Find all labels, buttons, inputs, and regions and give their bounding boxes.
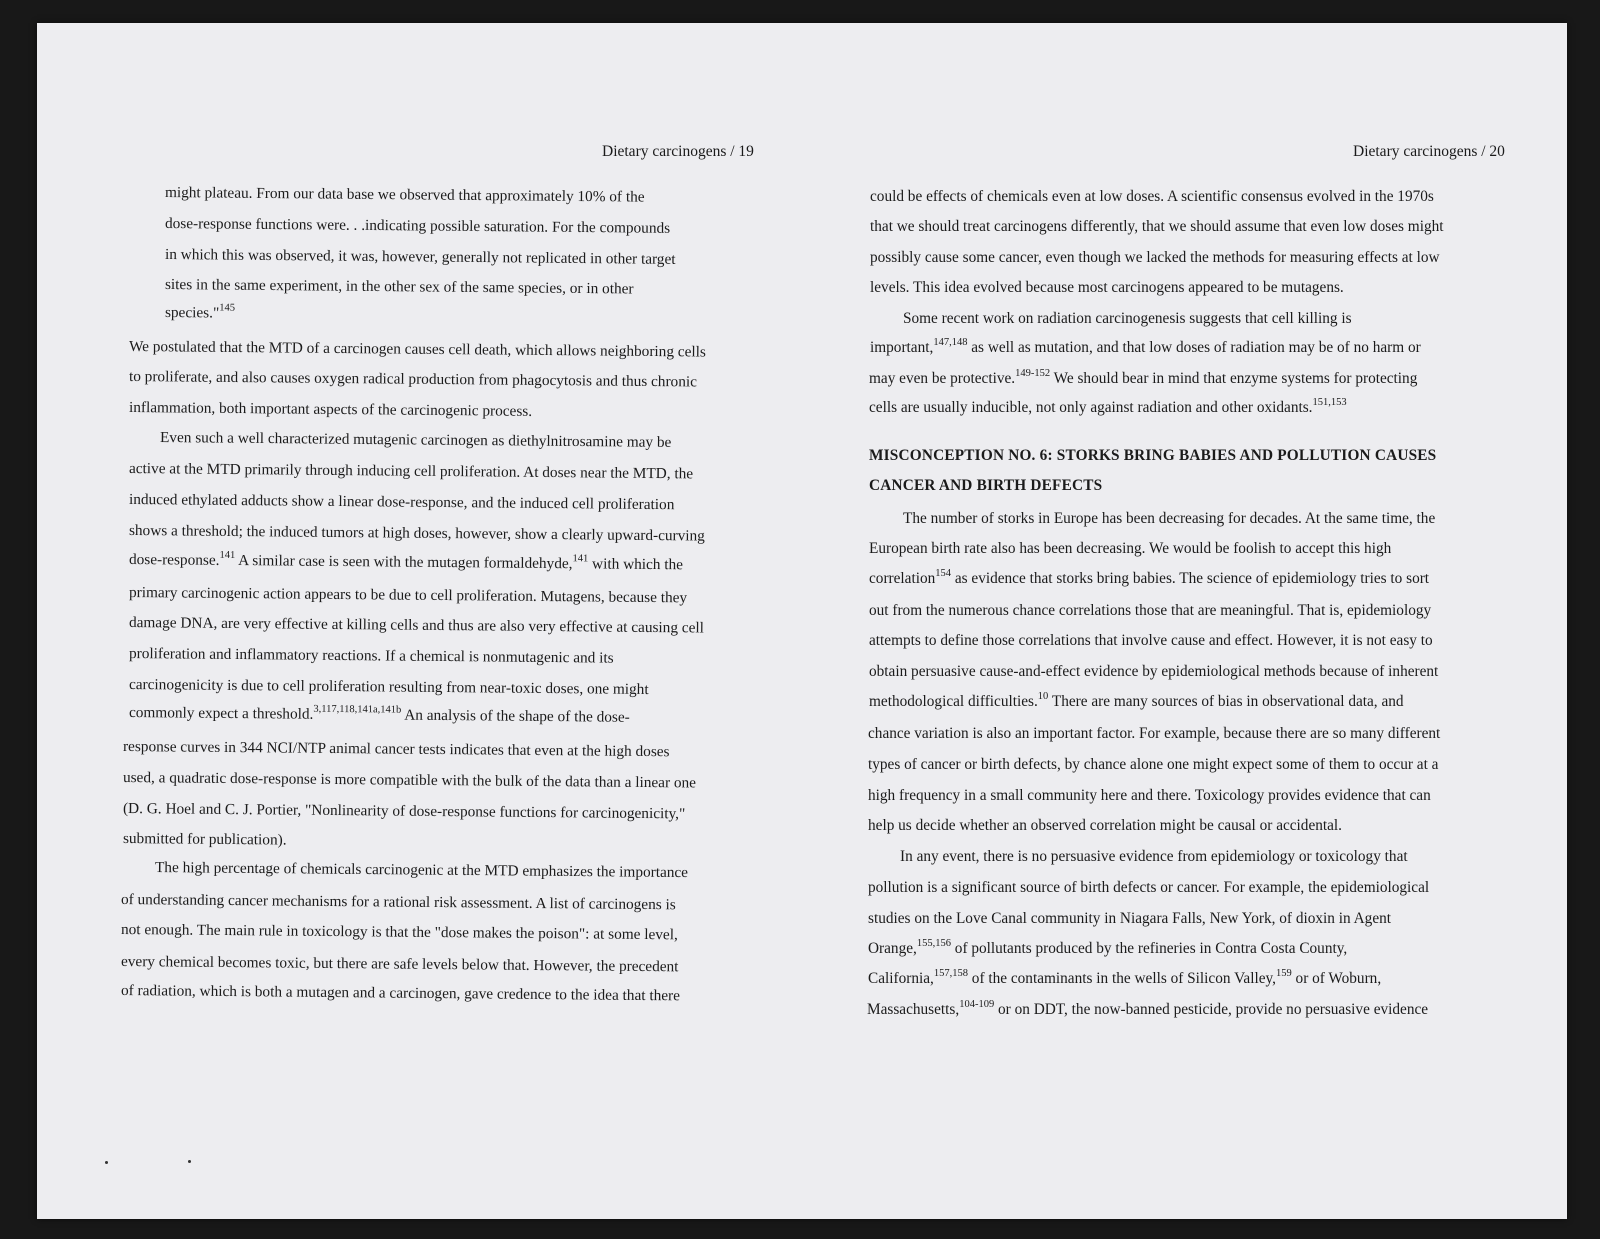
line-text: pollution is a significant source of birth defects or cancer. For example, the epidemiological (868, 879, 1430, 896)
line-text: not enough. The main rule in toxicology is that the "dose makes the poison": at some level, (120, 921, 678, 944)
line-text: or on DDT, the now-banned pesticide, provide no persuasive evidence (994, 1001, 1429, 1018)
text-line (123, 768, 696, 793)
left-page (37, 23, 817, 1219)
text-line (870, 187, 1434, 207)
reference-superscript: 145 (219, 302, 236, 314)
line-text: sites in the same experiment, in the other sex of the same species, or in other (164, 276, 634, 298)
line-text: types of cancer or birth defects, by chance alone one might expect some of them to occur at a (868, 756, 1439, 773)
text-line (869, 398, 1347, 418)
line-text: CANCER AND BIRTH DEFECTS (869, 477, 1103, 494)
text-line (129, 550, 683, 575)
text-line (869, 631, 1433, 651)
section-heading-line (869, 476, 1102, 496)
text-line (121, 981, 680, 1006)
text-line (868, 939, 1347, 959)
text-line (868, 724, 1440, 744)
line-text: important, (870, 339, 934, 356)
text-line (160, 428, 672, 453)
line-text: chance variation is also an important factor. For example, because there are so many different (868, 725, 1441, 742)
text-line (870, 248, 1440, 268)
line-text: active at the MTD primarily through inducing cell proliferation. At doses near the MTD, the (128, 460, 694, 483)
text-line (129, 398, 532, 422)
line-text: that we should treat carcinogens differently, that we should assume that even low doses might (870, 218, 1444, 235)
text-line (129, 490, 675, 515)
text-line (903, 509, 1435, 529)
scan-speck (188, 1160, 191, 1163)
text-line (165, 275, 634, 299)
line-text: in which this was observed, it was, however, generally not replicated in other target (164, 246, 676, 268)
text-line (870, 217, 1444, 237)
line-text: California, (868, 970, 934, 987)
line-text: to proliferate, and also causes oxygen radical production from phagocytosis and thus chronic (128, 368, 698, 391)
text-line (129, 583, 687, 608)
text-line (129, 613, 704, 639)
text-line (155, 858, 688, 883)
line-text: every chemical becomes toxic, but there are safe levels below that. However, the precedent (120, 953, 679, 976)
line-text: help us decide whether an observed correlation might be causal or accidental. (868, 817, 1343, 834)
text-line (123, 799, 685, 824)
text-line (129, 703, 630, 728)
line-text: carcinogenicity is due to cell proliferation resulting from near-toxic doses, one might (128, 676, 649, 698)
line-text: inflammation, both important aspects of the carcinogenic process. (128, 399, 533, 420)
reference-superscript: 3,117,118,141a,141b (313, 703, 402, 716)
text-line (869, 539, 1391, 559)
line-text: might plateau. From our data base we observed that approximately 10% of the (164, 184, 645, 206)
text-line (129, 675, 649, 700)
line-text: species." (164, 304, 220, 322)
line-text: high frequency in a small community here and there. Toxicology provides evidence that can (868, 787, 1431, 804)
line-text: possibly cause some cancer, even though we lacked the methods for measuring effects at low (870, 249, 1440, 266)
text-line (129, 521, 705, 547)
line-text: of radiation, which is both a mutagen and a carcinogen, gave credence to the idea that there (120, 982, 681, 1005)
reference-superscript: 10 (1037, 691, 1049, 702)
line-text: In any event, there is no persuasive evidence from epidemiology or toxicology that (900, 848, 1408, 865)
line-text: as evidence that storks bring babies. The science of epidemiology tries to sort (951, 570, 1430, 587)
line-text: A similar case is seen with the mutagen formaldehyde, (235, 552, 573, 573)
reference-superscript: 147,148 (933, 337, 968, 348)
line-text: proliferation and inflammatory reactions. If a chemical is nonmutagenic and its (128, 645, 614, 667)
line-text: cells are usually inducible, not only against radiation and other oxidants. (869, 399, 1313, 416)
line-text: The high percentage of chemicals carcinogenic at the MTD emphasizes the importance (154, 859, 689, 882)
text-line (868, 909, 1391, 929)
line-text: There are many sources of bias in observational data, and (1048, 693, 1404, 710)
running-head-right: Dietary carcinogens / 20 (1353, 143, 1505, 160)
text-line (869, 569, 1429, 589)
line-text: An analysis of the shape of the dose- (401, 706, 630, 726)
line-text: We postulated that the MTD of a carcinogen causes cell death, which allows neighboring cells (128, 338, 706, 361)
running-head-left: Dietary carcinogens / 19 (602, 143, 754, 160)
text-line (903, 309, 1352, 329)
line-text: as well as mutation, and that low doses of radiation may be of no harm or (967, 339, 1421, 356)
text-line (870, 338, 1421, 358)
line-text: Some recent work on radiation carcinogenesis suggests that cell killing is (903, 310, 1352, 327)
line-text: induced ethylated adducts show a linear dose-response, and the induced cell proliferation (128, 491, 675, 514)
reference-superscript: 155,156 (916, 938, 951, 949)
line-text: damage DNA, are very effective at killing cells and thus are also very effective at causing cell (128, 614, 705, 637)
line-text: attempts to define those correlations that involve cause and effect. However, it is not easy to (869, 632, 1433, 649)
reference-superscript: 154 (935, 568, 952, 579)
text-line (129, 337, 706, 363)
line-text: MISCONCEPTION NO. 6: STORKS BRING BABIES AND POLLUTION CAUSES (869, 447, 1437, 464)
text-line (129, 367, 697, 392)
line-text: correlation (869, 570, 936, 587)
text-line (868, 878, 1429, 898)
text-line (165, 245, 676, 270)
text-line (870, 278, 1344, 298)
text-line (867, 1000, 1428, 1020)
line-text: shows a threshold; the induced tumors at high doses, however, show a clearly upward-curving (128, 522, 705, 545)
line-text: Even such a well characterized mutagenic carcinogen as diethylnitrosamine may be (159, 429, 672, 451)
reference-superscript: 141 (572, 553, 589, 565)
reference-superscript: 104-109 (959, 999, 995, 1010)
text-line (900, 847, 1408, 867)
line-text: commonly expect a threshold. (128, 704, 314, 723)
line-text: used, a quadratic dose-response is more compatible with the bulk of the data than a linear one (122, 769, 697, 792)
section-heading-line (869, 446, 1436, 466)
line-text: response curves in 344 NCI/NTP animal cancer tests indicates that even at the high doses (122, 738, 670, 761)
line-text: or of Woburn, (1291, 970, 1382, 987)
text-line (165, 303, 235, 324)
line-text: European birth rate also has been decreasing. We would be foolish to accept this high (869, 540, 1392, 557)
text-line (868, 816, 1342, 836)
text-line (129, 459, 693, 484)
text-line (869, 692, 1404, 712)
line-text: of the contaminants in the wells of Silicon Valley, (967, 970, 1276, 987)
text-line (868, 786, 1431, 806)
line-text: methodological difficulties. (869, 693, 1038, 710)
text-line (869, 601, 1431, 621)
text-line (121, 920, 678, 945)
text-line (869, 662, 1438, 682)
line-text: (D. G. Hoel and C. J. Portier, "Nonlinearity of dose-response functions for carcinogenicity," (122, 800, 686, 823)
text-line (123, 829, 287, 851)
line-text: could be effects of chemicals even at low doses. A scientific consensus evolved in the 1970s (870, 188, 1434, 205)
text-line (123, 737, 670, 762)
text-line (121, 890, 676, 915)
line-text: out from the numerous chance correlations those that are meaningful. That is, epidemiology (869, 602, 1432, 619)
reference-superscript: 159 (1275, 968, 1292, 979)
text-line (868, 755, 1438, 775)
reference-superscript: 157,158 (933, 968, 968, 979)
text-line (121, 952, 679, 977)
line-text: Orange, (868, 940, 917, 957)
line-text: primary carcinogenic action appears to be due to cell proliferation. Mutagens, because they (128, 584, 688, 607)
text-line (165, 214, 670, 239)
scan-speck (105, 1161, 108, 1164)
line-text: studies on the Love Canal community in Niagara Falls, New York, of dioxin in Agent (868, 910, 1392, 927)
line-text: of pollutants produced by the refineries in Contra Costa County, (950, 940, 1348, 957)
right-page (817, 23, 1567, 1219)
line-text: of understanding cancer mechanisms for a rational risk assessment. A list of carcinogens is (120, 891, 676, 914)
line-text: dose-response functions were. . .indicating possible saturation. For the compounds (164, 215, 671, 237)
line-text: submitted for publication). (122, 830, 287, 849)
scanned-sheet (37, 23, 1567, 1219)
line-text: Massachusetts, (867, 1001, 960, 1018)
reference-superscript: 151,153 (1312, 397, 1347, 408)
line-text: dose-response. (128, 551, 220, 569)
text-line (165, 183, 645, 208)
line-text: with which the (588, 555, 684, 574)
line-text: obtain persuasive cause-and-effect evidence by epidemiological methods because of inherent (869, 663, 1439, 680)
text-line (868, 969, 1381, 989)
reference-superscript: 141 (219, 549, 236, 562)
line-text: We should bear in mind that enzyme systems for protecting (1050, 370, 1418, 387)
line-text: levels. This idea evolved because most carcinogens appeared to be mutagens. (870, 279, 1344, 296)
line-text: The number of storks in Europe has been decreasing for decades. At the same time, the (903, 510, 1436, 527)
reference-superscript: 149-152 (1015, 368, 1051, 379)
line-text: may even be protective. (869, 370, 1016, 387)
text-line (129, 644, 614, 669)
text-line (869, 369, 1417, 389)
